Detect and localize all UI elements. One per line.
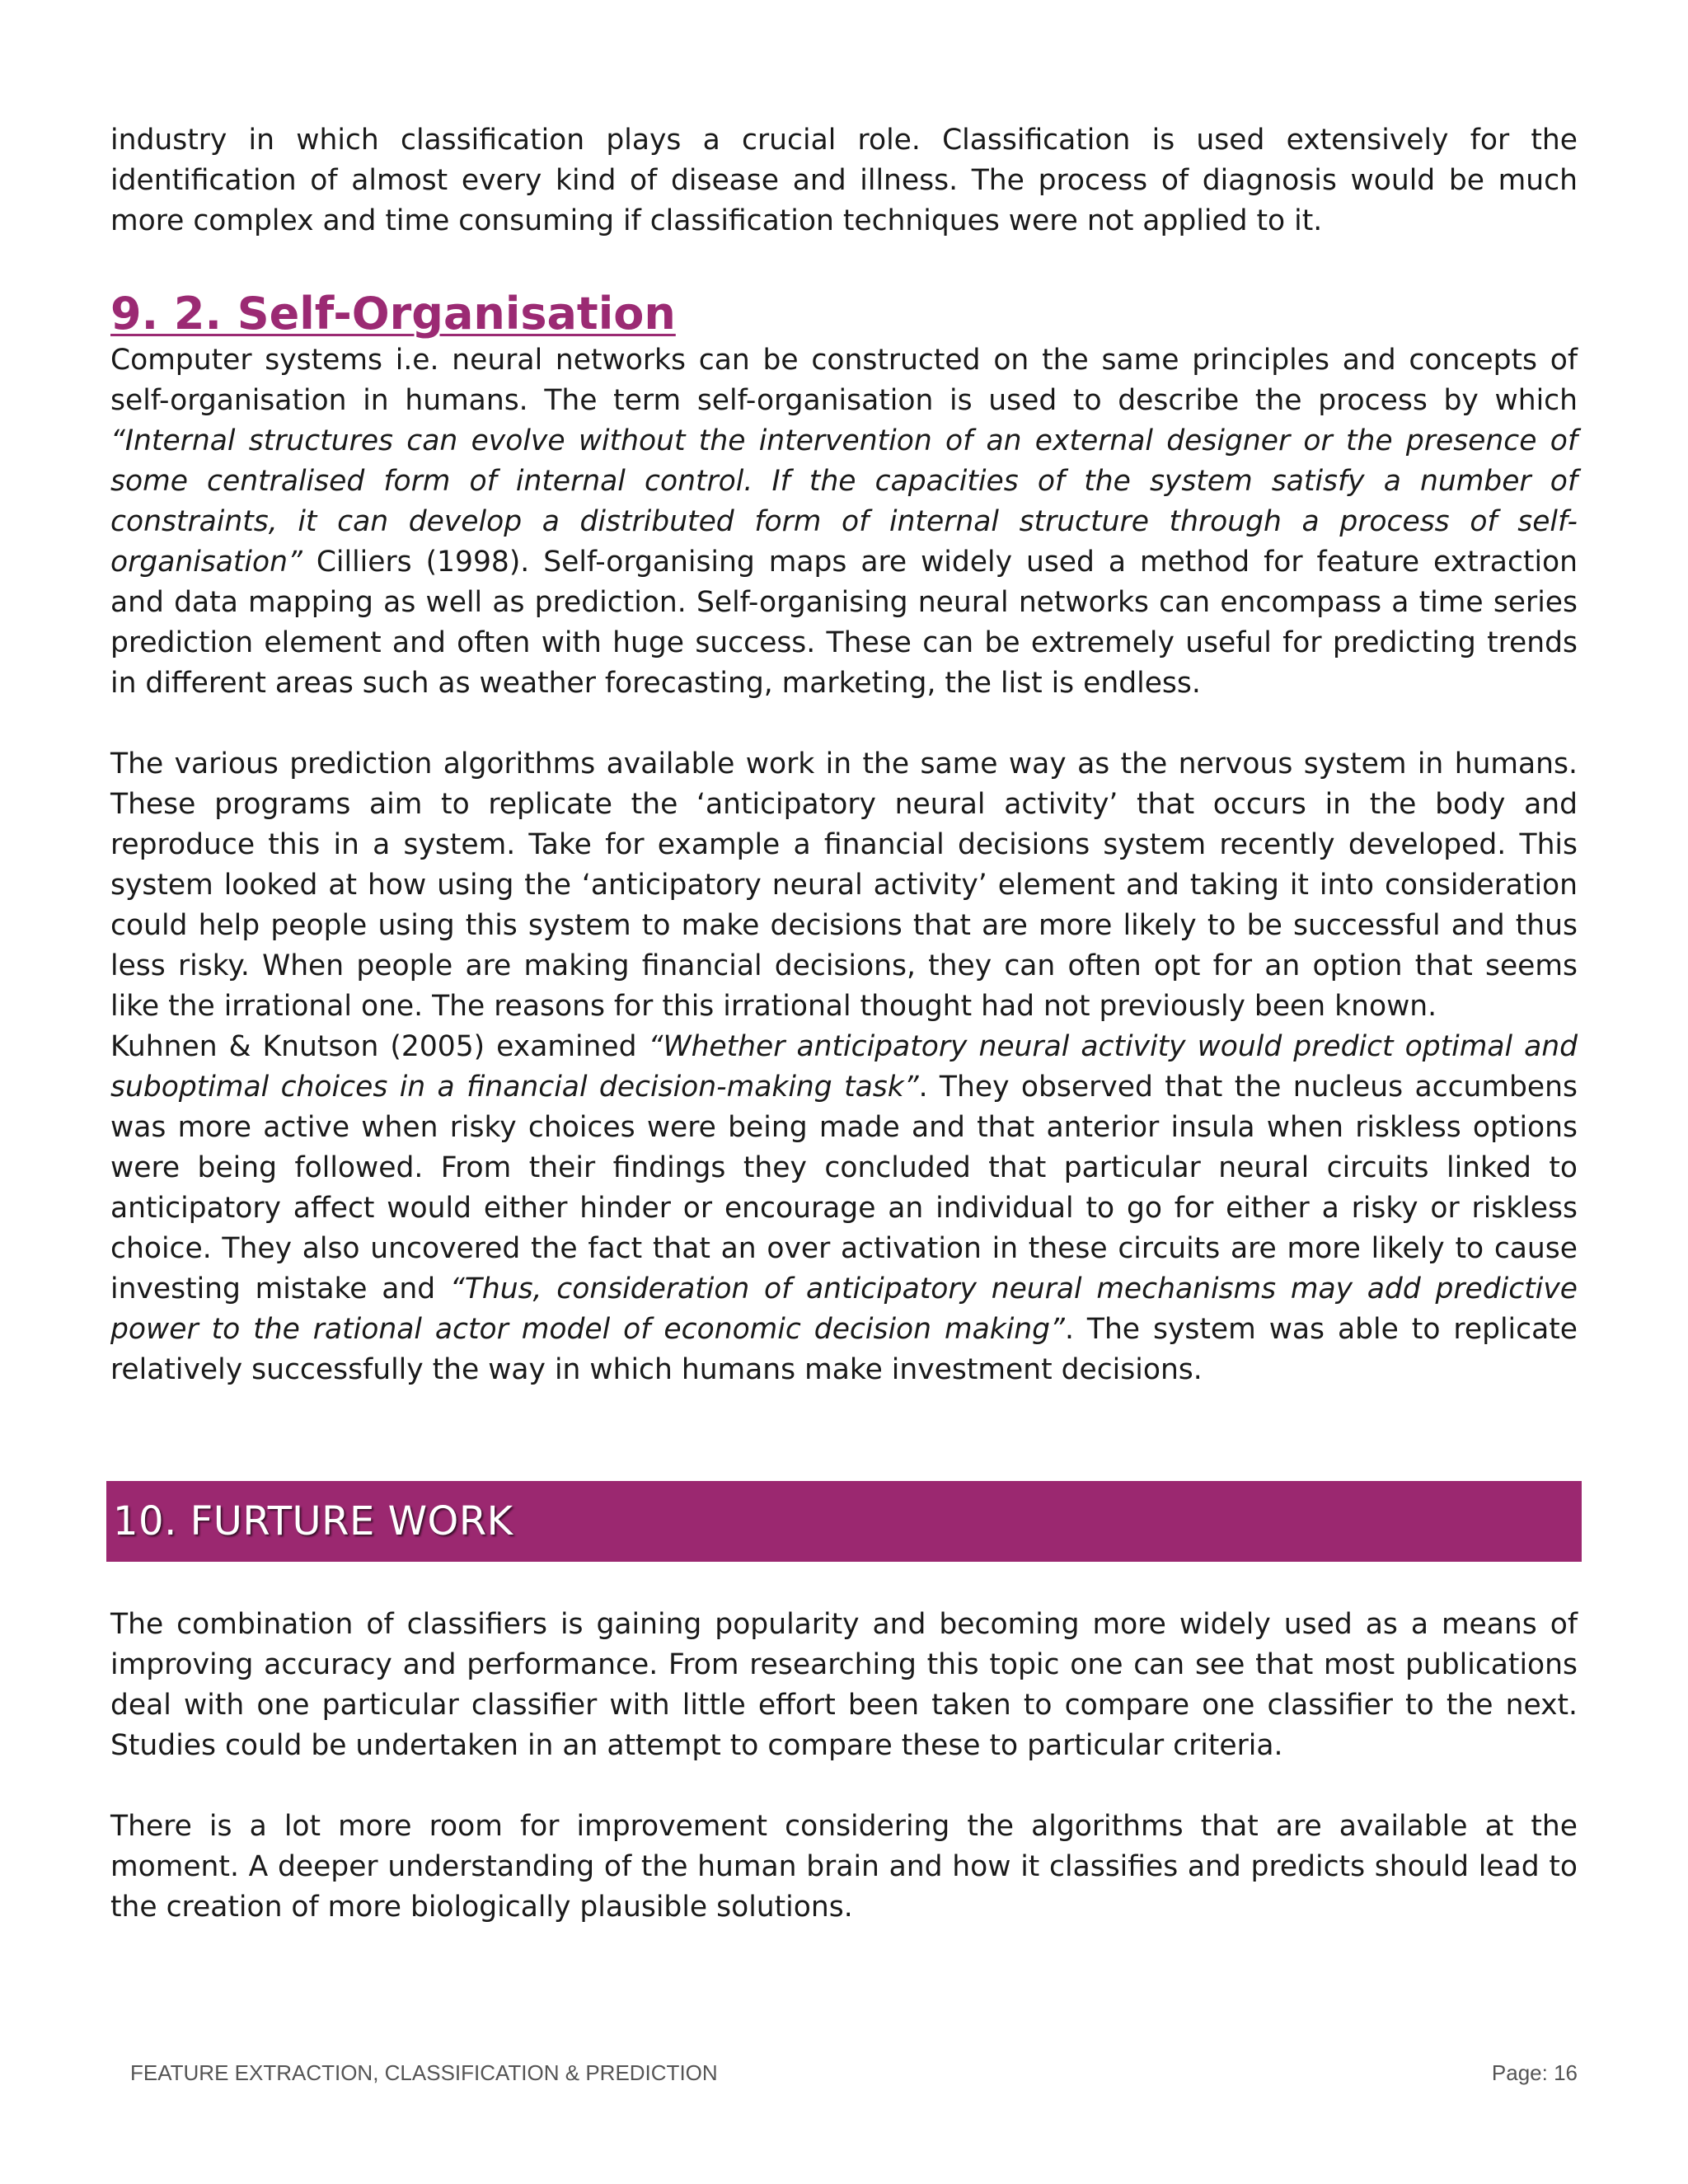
page-footer (130, 2060, 1578, 2086)
self-organisation-paragraph-2: The various prediction algorithms available work in the same way as the nervous system in humans. These programs aim to replicate the ‘anticipatory neural activity’ that occurs in the body and reproduce this in a system. Take for example a financial decisions system recently developed. This system looked at how using the ‘anticipatory neural activity’ element and taking it into consideration could help people using this system to make decisions that are more likely to be successful and thus less risky. When people are making financial decisions, they can often opt for an option that seems like the irrational one. The reasons for this irrational thought had not previously been known. (110, 748, 1578, 1023)
text-run: Cilliers (1998). Self-organising maps are widely used a method for feature extraction and data mapping as well as prediction. Self-organising neural networks can encompass a time series prediction element and often with huge success. These can be extremely useful for predicting trends in different areas such as weather forecasting, marketing, the list is endless. (110, 546, 1578, 700)
document-page (110, 120, 1578, 1928)
quote-kuhnen-knutson-1: “Whether anticipatory neural activity would predict optimal and suboptimal choices in a financial decision-making task” (110, 1030, 1578, 1104)
section-heading-self-organisation: 9. 2. Self-Organisation (110, 288, 676, 340)
text-run: . The system was able to replicate relatively successfully the way in which humans make investment decisions. (110, 1313, 1578, 1386)
page-number: Page: 16 (1491, 2060, 1578, 2085)
self-organisation-paragraph-3 (110, 1027, 1578, 1390)
text-run: . They observed that the nucleus accumbens was more active when risky choices were being made and that anterior insula when riskless options were being followed. From their findings they concluded that particular neural circuits linked to anticipatory affect would either hinder or encourage an individual to go for either a risky or riskless choice. They also uncovered the fact that an over activation in these circuits are more likely to cause investing mistake and (110, 1071, 1578, 1305)
future-work-paragraph-1: The combination of classifiers is gaining popularity and becoming more widely used as a means of improving accuracy and performance. From researching this topic one can see that most publications deal with one particular classifier with little effort been taken to compare one classifier to the next. Studies could be undertaken in an attempt to compare these to particular criteria. (110, 1608, 1578, 1762)
quote-kuhnen-knutson-2: “Thus, consideration of anticipatory neural mechanisms may add predictive power to the rational actor model of economic decision making” (110, 1272, 1578, 1346)
text-run: Computer systems i.e. neural networks can be constructed on the same principles and concepts of self-organisation in humans. The term self-organisation is used to describe the process by which (110, 344, 1578, 417)
quote-cilliers: “Internal structures can evolve without the intervention of an external designer or the presence of some centralised form of internal control. If the capacities of the system satisfy a number of constraints, it can develop a distributed form of internal structure through a process of self-organisation” (110, 424, 1578, 579)
section-banner-future-work (106, 1481, 1582, 1562)
future-work-paragraph-2: There is a lot more room for improvement considering the algorithms that are available at the moment. A deeper understanding of the human brain and how it classifies and predicts should lead to the creation of more biologically plausible solutions. (110, 1810, 1578, 1924)
text-run: Kuhnen & Knutson (2005) examined (110, 1030, 649, 1063)
self-organisation-paragraph-1 (110, 340, 1578, 704)
footer-title: FEATURE EXTRACTION, CLASSIFICATION & PREDICTION (130, 2060, 718, 2085)
section-heading-future-work: 10. FURTURE WORK (113, 1498, 513, 1544)
intro-paragraph: industry in which classification plays a crucial role. Classification is used extensively for the identification of almost every kind of disease and illness. The process of diagnosis would be much more complex and time consuming if classification techniques were not applied to it. (110, 124, 1578, 237)
